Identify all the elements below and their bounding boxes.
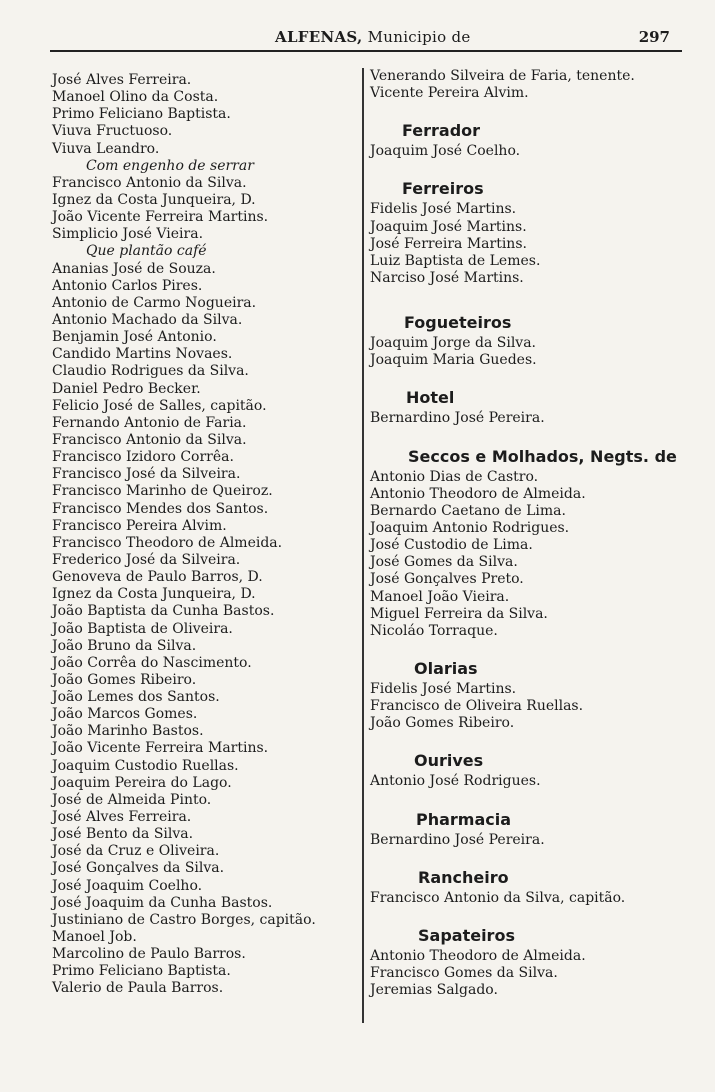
list-item: João Gomes Ribeiro. xyxy=(370,715,515,732)
section-heading-pharmacia: Pharmacia xyxy=(416,809,512,829)
list-item: Valerio de Paula Barros. xyxy=(52,980,224,997)
section-heading-rancheiro: Rancheiro xyxy=(418,867,509,887)
section-heading-ferreiros: Ferreiros xyxy=(402,179,484,199)
list-item: Simplicio José Vieira. xyxy=(52,226,204,243)
section-heading-olarias: Olarias xyxy=(414,658,478,678)
list-item: Fidelis José Martins. xyxy=(370,201,517,218)
list-item: Francisco Izidoro Corrêa. xyxy=(52,449,234,466)
list-item: João Baptista da Cunha Bastos. xyxy=(52,603,275,620)
list-item: João Bruno da Silva. xyxy=(52,637,197,654)
section-subheading: Que plantão café xyxy=(86,243,207,260)
list-item: João Lemes dos Santos. xyxy=(52,689,220,706)
list-item: Bernardino José Pereira. xyxy=(370,831,545,848)
list-item: João Baptista de Oliveira. xyxy=(52,620,233,637)
list-item: Joaquim Custodio Ruellas. xyxy=(52,757,239,774)
list-item: Manoel Olino da Costa. xyxy=(52,89,219,106)
list-item: Candido Martins Novaes. xyxy=(52,346,233,363)
list-item: João Vicente Ferreira Martins. xyxy=(52,740,269,757)
list-item: Felicio José de Salles, capitão. xyxy=(52,397,267,414)
list-item: Francisco Mendes dos Santos. xyxy=(52,500,269,517)
list-item: José Gomes da Silva. xyxy=(370,554,518,571)
spacer xyxy=(370,907,690,924)
list-item: João Gomes Ribeiro. xyxy=(52,671,197,688)
list-item: Francisco Antonio da Silva. xyxy=(52,174,247,191)
list-item: João Vicente Ferreira Martins. xyxy=(52,209,269,226)
list-item: Antonio Dias de Castro. xyxy=(370,468,539,485)
list-item: Nicoláo Torraque. xyxy=(370,622,498,639)
list-item: José da Cruz e Oliveira. xyxy=(52,843,220,860)
spacer xyxy=(370,102,690,119)
list-item: Viuva Fructuoso. xyxy=(52,123,173,140)
list-item: Bernardo Caetano de Lima. xyxy=(370,502,566,519)
page-number: 297 xyxy=(638,28,670,46)
spacer xyxy=(370,849,690,866)
list-item: Francisco Pereira Alvim. xyxy=(52,517,227,534)
list-item: Antonio Theodoro de Almeida. xyxy=(370,485,586,502)
list-item: Daniel Pedro Becker. xyxy=(52,380,201,397)
list-item: Frederico José da Silveira. xyxy=(52,551,241,568)
list-item: José Gonçalves Preto. xyxy=(370,571,524,588)
list-item: José Bento da Silva. xyxy=(52,826,194,843)
list-item: Francisco Marinho de Queiroz. xyxy=(52,483,273,500)
list-item: Antonio Machado da Silva. xyxy=(52,311,243,328)
right-column xyxy=(370,68,690,999)
list-item: Joaquim Maria Guedes. xyxy=(370,352,537,369)
list-item: Primo Feliciano Baptista. xyxy=(52,106,231,123)
section-heading-hotel: Hotel xyxy=(406,388,455,408)
list-item: José Joaquim da Cunha Bastos. xyxy=(52,894,273,911)
list-item: Primo Feliciano Baptista. xyxy=(52,963,231,980)
column-divider xyxy=(362,68,364,1023)
list-item: Viuva Leandro. xyxy=(52,140,160,157)
list-item: Ananias José de Souza. xyxy=(52,260,216,277)
section-heading-ourives: Ourives xyxy=(414,751,484,771)
left-column xyxy=(52,72,362,998)
list-item: Ignez da Costa Junqueira, D. xyxy=(52,586,256,603)
page-title xyxy=(275,28,471,46)
list-item: João Marcos Gomes. xyxy=(52,706,198,723)
list-item: Ignez da Costa Junqueira, D. xyxy=(52,191,256,208)
list-item: Joaquim José Martins. xyxy=(370,218,527,235)
list-item: Jeremias Salgado. xyxy=(370,982,498,999)
spacer xyxy=(370,428,690,445)
list-item: Francisco de Oliveira Ruellas. xyxy=(370,698,584,715)
list-item: João Marinho Bastos. xyxy=(52,723,204,740)
list-item: Francisco Antonio da Silva, capitão. xyxy=(370,889,626,906)
spacer xyxy=(370,732,690,749)
title-rest: Municipio de xyxy=(367,28,471,46)
list-item: José Gonçalves da Silva. xyxy=(52,860,225,877)
list-item: Marcolino de Paulo Barros. xyxy=(52,946,246,963)
list-item: Vicente Pereira Alvim. xyxy=(370,85,529,102)
list-item: Joaquim Antonio Rodrigues. xyxy=(370,519,570,536)
list-item: Joaquim Jorge da Silva. xyxy=(370,335,537,352)
list-item: Manoel João Vieira. xyxy=(370,588,510,605)
spacer xyxy=(370,369,690,386)
spacer xyxy=(370,791,690,808)
section-heading-ferrador: Ferrador xyxy=(402,121,481,141)
section-heading-fogueteiros: Fogueteiros xyxy=(404,313,512,333)
section-subheading: Com engenho de serrar xyxy=(86,157,254,174)
spacer xyxy=(370,287,690,311)
list-item: José Joaquim Coelho. xyxy=(52,877,203,894)
list-item: Bernardino José Pereira. xyxy=(370,410,545,427)
list-item: Francisco Gomes da Silva. xyxy=(370,964,558,981)
list-item: José Alves Ferreira. xyxy=(52,72,192,88)
list-item: Joaquim José Coelho. xyxy=(370,143,521,160)
title-town: ALFENAS, xyxy=(275,28,363,46)
list-item: José Alves Ferreira. xyxy=(52,809,192,826)
list-item: José Custodio de Lima. xyxy=(370,537,533,554)
list-item: Manoel Job. xyxy=(52,929,137,946)
list-item: Justiniano de Castro Borges, capitão. xyxy=(52,911,316,928)
section-heading-seccos: Seccos e Molhados, Negts. de xyxy=(408,446,677,466)
list-item: Claudio Rodrigues da Silva. xyxy=(52,363,249,380)
list-item: Genoveva de Paulo Barros, D. xyxy=(52,569,263,586)
list-item: Antonio José Rodrigues. xyxy=(370,773,541,790)
list-item: Francisco Theodoro de Almeida. xyxy=(52,534,283,551)
spacer xyxy=(370,640,690,657)
list-item: Fernando Antonio de Faria. xyxy=(52,414,247,431)
list-item: Francisco Antonio da Silva. xyxy=(52,431,247,448)
list-item: Fidelis José Martins. xyxy=(370,680,517,697)
list-item: José de Almeida Pinto. xyxy=(52,791,212,808)
page-header xyxy=(50,28,680,48)
section-heading-sapateiros: Sapateiros xyxy=(418,925,515,945)
list-item: Antonio Carlos Pires. xyxy=(52,277,203,294)
list-item: José Ferreira Martins. xyxy=(370,235,527,252)
list-item: Narciso José Martins. xyxy=(370,269,524,286)
header-rule xyxy=(50,50,682,52)
list-item: Miguel Ferreira da Silva. xyxy=(370,605,548,622)
list-item: Francisco José da Silveira. xyxy=(52,466,241,483)
list-item: Venerando Silveira de Faria, tenente. xyxy=(370,68,635,84)
list-item: Antonio de Carmo Nogueira. xyxy=(52,294,257,311)
spacer xyxy=(370,160,690,177)
list-item: Joaquim Pereira do Lago. xyxy=(52,774,232,791)
list-item: Antonio Theodoro de Almeida. xyxy=(370,947,586,964)
list-item: Benjamin José Antonio. xyxy=(52,329,217,346)
list-item: João Corrêa do Nascimento. xyxy=(52,654,252,671)
list-item: Luiz Baptista de Lemes. xyxy=(370,252,541,269)
